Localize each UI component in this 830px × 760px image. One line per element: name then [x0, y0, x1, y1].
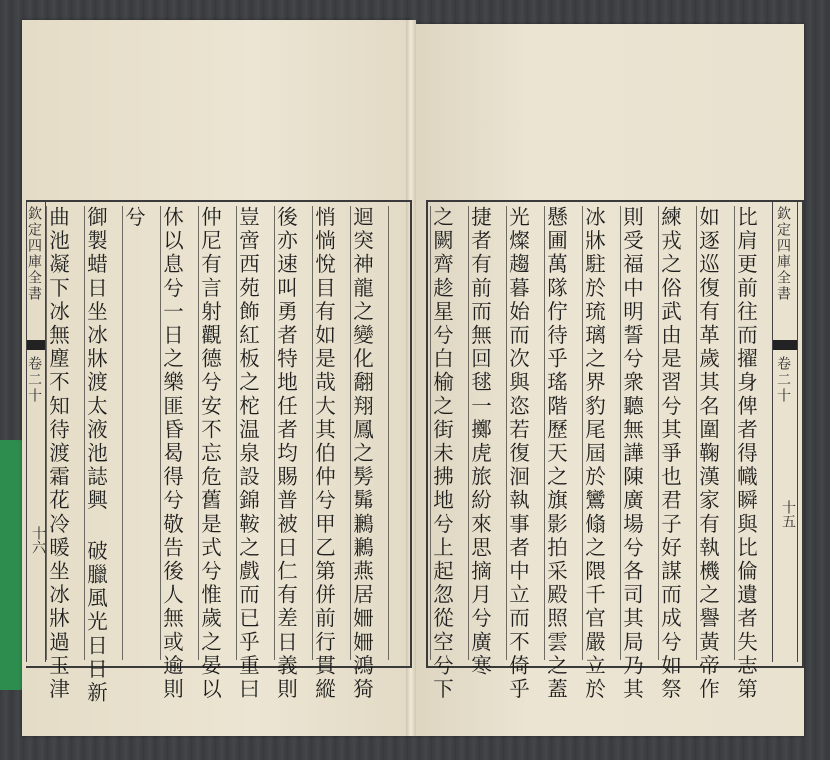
left-column-1: 迴突神龍之變化䎗翔鳳之髣髴鶼鶼燕居姍姍鴻猗: [349, 206, 374, 702]
left-column-3: 後亦速叫勇者特地任者均賜普被日仁有差日義則: [273, 206, 298, 702]
left-column-8: 御製蜡日坐冰牀渡太液池誌興 破臘風光日日新: [83, 206, 108, 706]
right-column-9: 之闕齊趁星兮白榆之街未拂地兮上起忽從空兮下: [429, 206, 454, 702]
green-cover-tab: [0, 440, 24, 690]
left-margin-fishtail: [26, 340, 46, 350]
right-column-2: 如逐巡復有革歲其名圍鞠漢家有執機之譽黃帝作: [695, 206, 720, 702]
left-margin-page-number: 十六: [30, 526, 46, 554]
right-margin-chapter: 卷二十: [775, 356, 791, 404]
right-column-8: 捷者有前而無回毬一擲虎旅紛來思摘月兮廣寒: [467, 206, 492, 678]
left-margin-title: 欽定四庫全書: [26, 206, 42, 302]
right-column-4: 則受福中明誓兮衆聽無譁陳廣場兮各司其局乃其: [619, 206, 644, 702]
right-column-6: 懸圃萬隊佇待乎瑤階歷天之旗影拍采殿照雲之蓋: [543, 206, 568, 702]
right-column-7: 光燦趨暮始而次與恣若復洄執事者中立而不倚乎: [505, 206, 530, 702]
right-column-5: 冰牀駐於琉璃之界豹尾屆於鸞翛之隈千官嚴立於: [581, 206, 606, 702]
right-column-1: 比肩更前往而擢身俾者得幟瞬與比倫遺者失志第: [733, 206, 758, 702]
right-margin-title: 欽定四庫全書: [775, 206, 791, 302]
left-column-4: 豈啻西苑飾紅板之柁温泉設錦鞍之戲而已乎重曰: [235, 206, 260, 702]
left-column-9: 曲池凝下冰無塵不知待渡霜花冷暖坐冰牀過玉津: [45, 206, 70, 702]
left-column-6: 休以息兮一日之樂匪昏曷得兮敬告後人無或逾則: [159, 206, 184, 702]
right-column-3: 練戎之俗武由是習兮其爭也君子好謀而成兮如祭: [657, 206, 682, 702]
right-margin-fishtail: [772, 340, 798, 350]
right-margin-page-number: 十五: [780, 500, 796, 528]
left-column-2: 悄惝悅目有如是哉大其伯仲兮甲乙第併前行貫縱: [311, 206, 336, 702]
left-column-5: 仲尼有言射觀德兮安不忘危舊是式兮惟歲之晏以: [197, 206, 222, 702]
left-column-7: 兮: [122, 206, 144, 660]
left-column-rule: [388, 206, 389, 660]
left-margin-chapter: 卷二十: [26, 356, 42, 404]
